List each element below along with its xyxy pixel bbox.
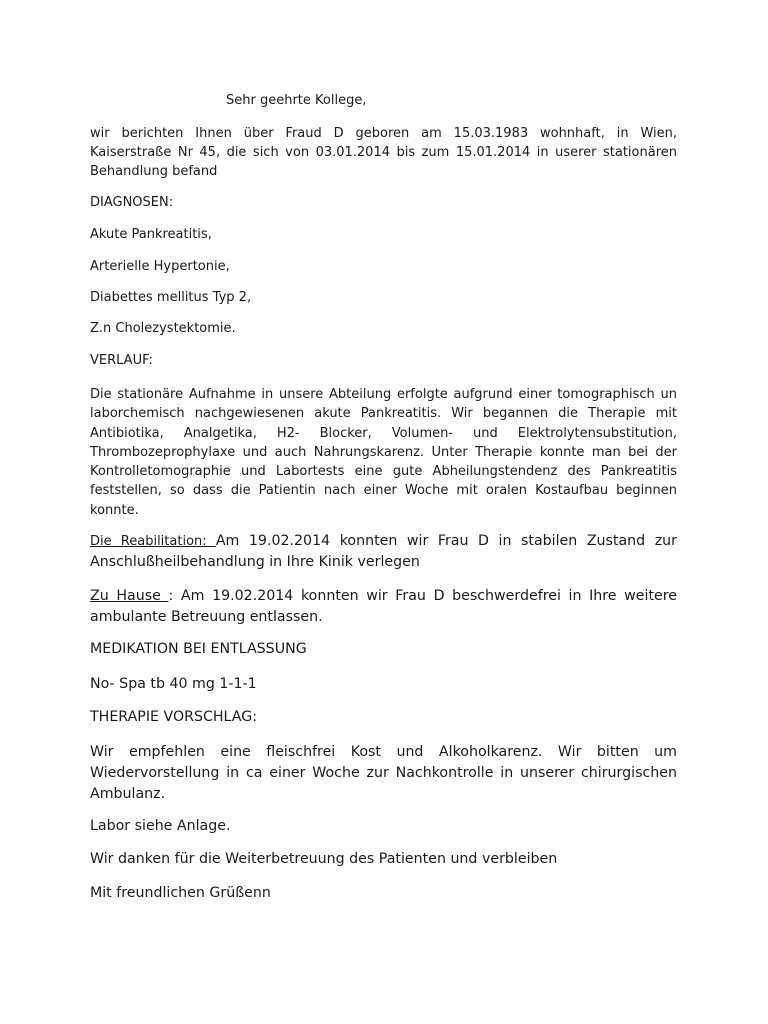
home-paragraph — [90, 586, 677, 628]
verlauf-paragraph: Die stationäre Aufnahme in unsere Abteilung erfolgte aufgrund einer tomographisch un laborchemisch nachgewiesenen akute Pankreatitis. Wir begannen die Therapie mit Antibiotika, Analgetika, H2- Blocker, Volumen- und Elektrolytensubstitution, Thrombozeprophylaxe und auch Nahrungskarenz. Unter Therapie konnte man bei der Kontrolletomographie und Labortests eine gute Abheilungstendenz des Pankreatitis feststellen, so dass die Patientin nach einer Woche mit oralen Kostaufbau beginnen konnte. — [90, 387, 677, 518]
verlauf-heading: VERLAUF: — [90, 353, 153, 368]
medikation-heading: MEDIKATION BEI ENTLASSUNG — [90, 641, 307, 657]
home-label: Zu Hause — [90, 588, 169, 604]
closing-line: Mit freundlichen Grüßenn — [90, 885, 271, 901]
salutation: Sehr geehrte Kollege, — [226, 93, 367, 108]
medikation-item: No- Spa tb 40 mg 1-1-1 — [90, 676, 257, 692]
dank-line: Wir danken für die Weiterbetreuung des Patienten und verbleiben — [90, 851, 558, 867]
diagnosis-item: Arterielle Hypertonie, — [90, 259, 230, 274]
therapie-heading: THERAPIE VORSCHLAG: — [90, 709, 258, 725]
diagnosis-item: Akute Pankreatitis, — [90, 227, 212, 242]
reha-label: Die Reabilitation: — [90, 534, 216, 549]
therapie-paragraph: Wir empfehlen eine fleischfrei Kost und Alkoholkarenz. Wir bitten um Wiedervorstellung in ca einer Woche zur Nachkontrolle in unserer chirurgischen Ambulanz. — [90, 744, 677, 802]
reha-paragraph — [90, 531, 677, 573]
labor-line: Labor siehe Anlage. — [90, 818, 231, 834]
intro-paragraph: wir berichten Ihnen über Fraud D geboren am 15.03.1983 wohnhaft, in Wien, Kaiserstraße Nr 45, die sich von 03.01.2014 bis zum 15.01.2014 in userer stationären Behandlung befand — [90, 126, 677, 179]
diagnosis-item: Z.n Cholezystektomie. — [90, 321, 236, 336]
home-text: : Am 19.02.2014 konnten wir Frau D beschwerdefrei in Ihre weitere ambulante Betreuung entlassen. — [90, 588, 677, 625]
reha-text: Am 19.02.2014 konnten wir Frau D in stabilen Zustand zur Anschlußheilbehandlung in Ihre Kinik verlegen — [90, 533, 677, 570]
diagnosen-heading: DIAGNOSEN: — [90, 195, 174, 210]
diagnosis-item: Diabettes mellitus Typ 2, — [90, 290, 252, 305]
